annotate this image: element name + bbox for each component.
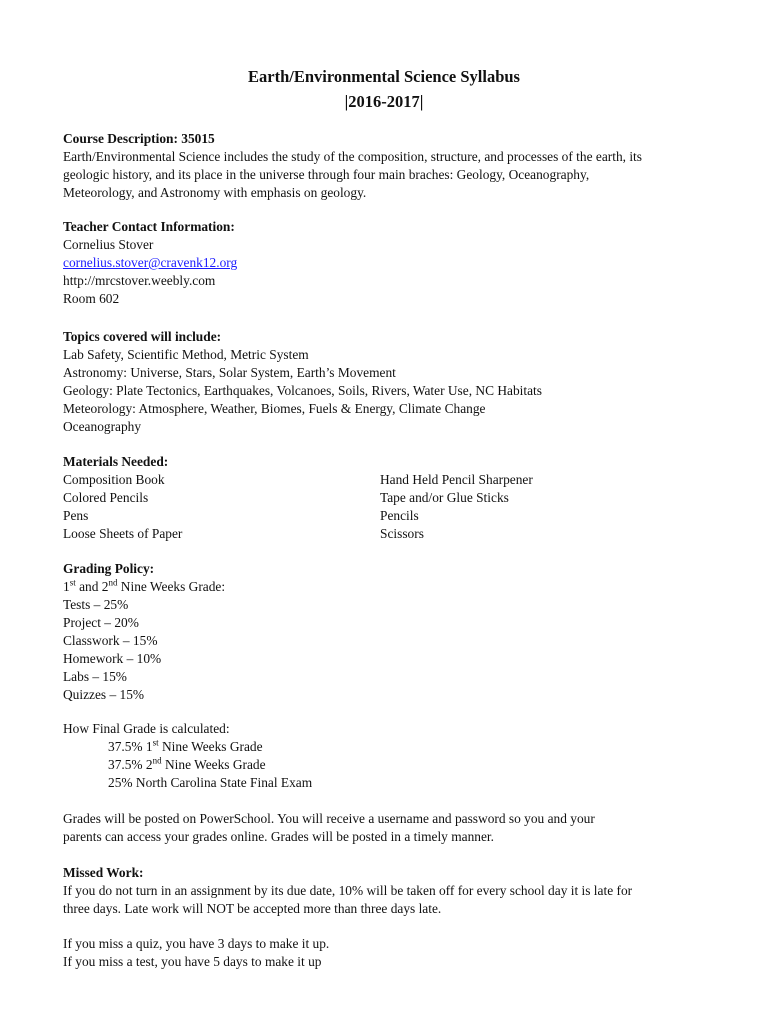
materials-list xyxy=(63,471,723,543)
missed-work-section xyxy=(63,864,723,918)
material-item: Hand Held Pencil Sharpener xyxy=(380,472,533,487)
grading-policy-section xyxy=(63,560,723,704)
materials-right-column xyxy=(380,471,533,543)
grade-weight-item: Tests – 25% xyxy=(63,597,129,612)
course-description-section xyxy=(63,130,723,202)
material-item: Pens xyxy=(63,508,89,523)
grade-weight-item: Homework – 10% xyxy=(63,651,162,666)
grade-weight-item: Classwork – 15% xyxy=(63,633,158,648)
missed-work-heading: Missed Work: xyxy=(63,865,144,880)
topics-section xyxy=(63,328,723,436)
powerschool-note xyxy=(63,810,723,846)
grade-weight-item: Quizzes – 15% xyxy=(63,687,145,702)
teacher-contact-section xyxy=(63,218,723,308)
course-description-heading: Course Description: 35015 xyxy=(63,131,215,146)
course-description-line: Meteorology, and Astronomy with emphasis on geology. xyxy=(63,185,367,200)
material-item: Composition Book xyxy=(63,472,165,487)
teacher-name: Cornelius Stover xyxy=(63,237,154,252)
material-item: Scissors xyxy=(380,526,424,541)
makeup-policy xyxy=(63,935,723,971)
teacher-room: Room 602 xyxy=(63,291,120,306)
materials-heading: Materials Needed: xyxy=(63,454,169,469)
topic-item: Lab Safety, Scientific Method, Metric System xyxy=(63,347,309,362)
missed-work-line: If you do not turn in an assignment by its due date, 10% will be taken off for every school day it is late for xyxy=(63,883,633,898)
course-description-line: geologic history, and its place in the universe through four main braches: Geology, Oceanography, xyxy=(63,167,590,182)
material-item: Tape and/or Glue Sticks xyxy=(380,490,509,505)
teacher-website: http://mrcstover.weebly.com xyxy=(63,273,216,288)
final-grade-item: 37.5% 2nd Nine Weeks Grade xyxy=(108,755,266,772)
final-grade-section xyxy=(63,720,723,792)
course-description-line: Earth/Environmental Science includes the study of the composition, structure, and processes of the earth, its xyxy=(63,149,642,164)
nine-weeks-grade-label: 1st and 2nd Nine Weeks Grade: xyxy=(63,577,226,594)
topics-heading: Topics covered will include: xyxy=(63,329,222,344)
quiz-makeup-line: If you miss a quiz, you have 3 days to make it up. xyxy=(63,936,330,951)
material-item: Pencils xyxy=(380,508,419,523)
topic-item: Astronomy: Universe, Stars, Solar System, Earth’s Movement xyxy=(63,365,396,380)
teacher-contact-heading: Teacher Contact Information: xyxy=(63,219,235,234)
topic-item: Meteorology: Atmosphere, Weather, Biomes, Fuels & Energy, Climate Change xyxy=(63,401,486,416)
school-year: |2016-2017| xyxy=(344,92,424,111)
topic-item: Oceanography xyxy=(63,419,142,434)
final-grade-item: 25% North Carolina State Final Exam xyxy=(108,775,313,790)
topic-item: Geology: Plate Tectonics, Earthquakes, Volcanoes, Soils, Rivers, Water Use, NC Habitats xyxy=(63,383,542,398)
grading-policy-heading: Grading Policy: xyxy=(63,561,155,576)
missed-work-line: three days. Late work will NOT be accepted more than three days late. xyxy=(63,901,442,916)
powerschool-line: parents can access your grades online. Grades will be posted in a timely manner. xyxy=(63,829,494,844)
grade-weight-item: Project – 20% xyxy=(63,615,139,630)
powerschool-line: Grades will be posted on PowerSchool. You will receive a username and password so you and your xyxy=(63,811,595,826)
final-grade-item: 37.5% 1st Nine Weeks Grade xyxy=(108,737,263,754)
materials-section xyxy=(63,453,723,543)
grade-weight-item: Labs – 15% xyxy=(63,669,127,684)
test-makeup-line: If you miss a test, you have 5 days to make it up xyxy=(63,954,322,969)
teacher-email-link[interactable]: cornelius.stover@cravenk12.org xyxy=(63,255,238,270)
final-grade-heading: How Final Grade is calculated: xyxy=(63,721,230,736)
material-item: Loose Sheets of Paper xyxy=(63,526,183,541)
document-title: Earth/Environmental Science Syllabus xyxy=(248,67,520,86)
material-item: Colored Pencils xyxy=(63,490,149,505)
